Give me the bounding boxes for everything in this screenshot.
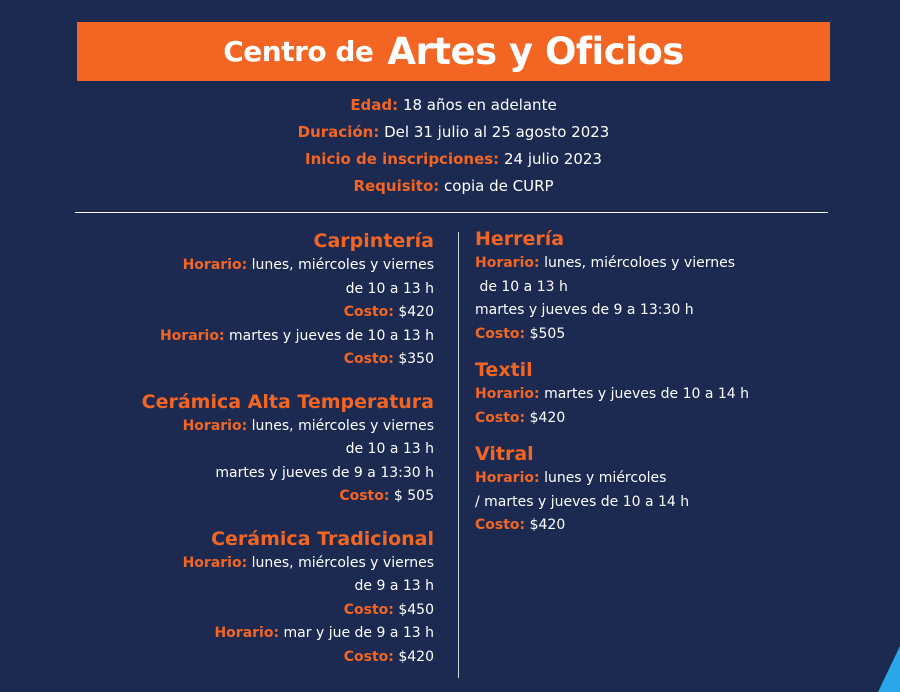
page-title: Artes y Oficios	[387, 30, 684, 73]
horario-label: Horario:	[159, 327, 225, 344]
schedule-text: de 10 a 13 h	[479, 278, 568, 295]
info-requirement-label: Requisito:	[353, 177, 440, 195]
herreria-cost	[475, 323, 749, 347]
right-column	[475, 226, 749, 538]
info-age-value: 18 años en adelante	[402, 96, 557, 114]
cost-value: $450	[398, 601, 434, 618]
carpinteria-cost-1	[142, 301, 434, 325]
schedule-text: mar y jue de 9 a 13 h	[283, 625, 434, 641]
horario-label: Horario:	[475, 255, 540, 271]
cost-value: $ 505	[393, 488, 434, 504]
info-registration	[77, 146, 830, 173]
schedule-text: lunes, miércoles y viernes	[251, 417, 434, 434]
schedule-text: martes y jueves de 10 a 14 h	[544, 386, 750, 402]
ceramica-alta-hours-2: martes y jueves de 9 a 13:30 h	[215, 464, 434, 481]
ceramica-tradicional-schedule-2	[142, 622, 434, 646]
herreria-schedule	[475, 252, 749, 276]
info-age	[77, 92, 830, 119]
costo-label: Costo:	[343, 304, 394, 320]
textil-schedule	[475, 383, 749, 407]
costo-label: Costo:	[343, 648, 394, 665]
title-banner	[77, 22, 830, 81]
cost-value: $420	[398, 304, 434, 320]
horario-label: Horario:	[214, 625, 280, 641]
cost-value: $420	[529, 409, 566, 426]
ceramica-alta-cost	[142, 485, 434, 509]
schedule-text: lunes, miércoles y viernes	[251, 554, 434, 571]
vitral-title: Vitral	[475, 443, 534, 465]
info-duration-value: Del 31 julio al 25 agosto 2023	[384, 123, 610, 141]
carpinteria-schedule-1-hours: de 10 a 13 h	[345, 280, 434, 297]
horario-label: Horario:	[182, 417, 248, 434]
horario-label: Horario:	[182, 554, 248, 571]
ceramica-tradicional-title: Cerámica Tradicional	[211, 527, 434, 550]
cost-value: $420	[398, 648, 434, 665]
ceramica-tradicional-cost-1	[142, 599, 434, 623]
herreria-hours	[475, 276, 749, 300]
info-registration-value: 24 julio 2023	[503, 150, 602, 168]
horario-label: Horario:	[475, 386, 540, 402]
schedule-text: martes y jueves de 10 a 13 h	[229, 327, 434, 344]
carpinteria-title: Carpintería	[313, 230, 434, 252]
carpinteria-schedule-2	[142, 325, 434, 349]
horizontal-divider	[75, 212, 828, 213]
schedule-text: lunes, miércoloes y viernes	[544, 255, 735, 271]
textil-cost	[475, 407, 749, 431]
schedule-text: lunes, miércoles y viernes	[251, 257, 434, 273]
ceramica-alta-schedule	[142, 415, 434, 439]
costo-label: Costo:	[475, 325, 526, 342]
textil-title: Textil	[475, 359, 533, 381]
herreria-hours-2: martes y jueves de 9 a 13:30 h	[475, 302, 694, 318]
info-requirement	[77, 173, 830, 200]
info-duration	[77, 119, 830, 146]
info-requirement-value: copia de CURP	[444, 177, 554, 195]
carpinteria-cost-2	[142, 348, 434, 372]
info-age-label: Edad:	[350, 96, 399, 114]
costo-label: Costo:	[343, 601, 394, 618]
ceramica-alta-hours: de 10 a 13 h	[345, 441, 434, 457]
ceramica-tradicional-schedule-1	[142, 552, 434, 576]
costo-label: Costo:	[339, 488, 390, 504]
herreria-title: Herrería	[475, 228, 565, 250]
cost-value: $350	[398, 351, 434, 367]
vitral-schedule	[475, 467, 749, 491]
general-info	[77, 92, 830, 200]
cost-value: $505	[529, 325, 566, 342]
vitral-cost	[475, 514, 749, 538]
costo-label: Costo:	[475, 517, 526, 533]
info-duration-label: Duración:	[297, 123, 380, 141]
carpinteria-schedule-1	[142, 254, 434, 278]
ceramica-tradicional-cost-2	[142, 646, 434, 670]
ceramica-tradicional-hours: de 9 a 13 h	[354, 578, 434, 594]
cost-value: $420	[529, 517, 566, 533]
vitral-hours: / martes y jueves de 10 a 14 h	[475, 493, 690, 510]
schedule-text: lunes y miércoles	[544, 470, 667, 486]
costo-label: Costo:	[475, 409, 526, 426]
column-divider	[458, 232, 459, 678]
horario-label: Horario:	[182, 257, 248, 273]
left-column	[142, 228, 434, 669]
horario-label: Horario:	[475, 470, 540, 486]
costo-label: Costo:	[343, 351, 394, 367]
info-registration-label: Inicio de inscripciones:	[305, 150, 500, 168]
ceramica-alta-title: Cerámica Alta Temperatura	[141, 390, 434, 413]
title-prefix: Centro de	[223, 35, 374, 68]
corner-accent	[878, 646, 900, 692]
